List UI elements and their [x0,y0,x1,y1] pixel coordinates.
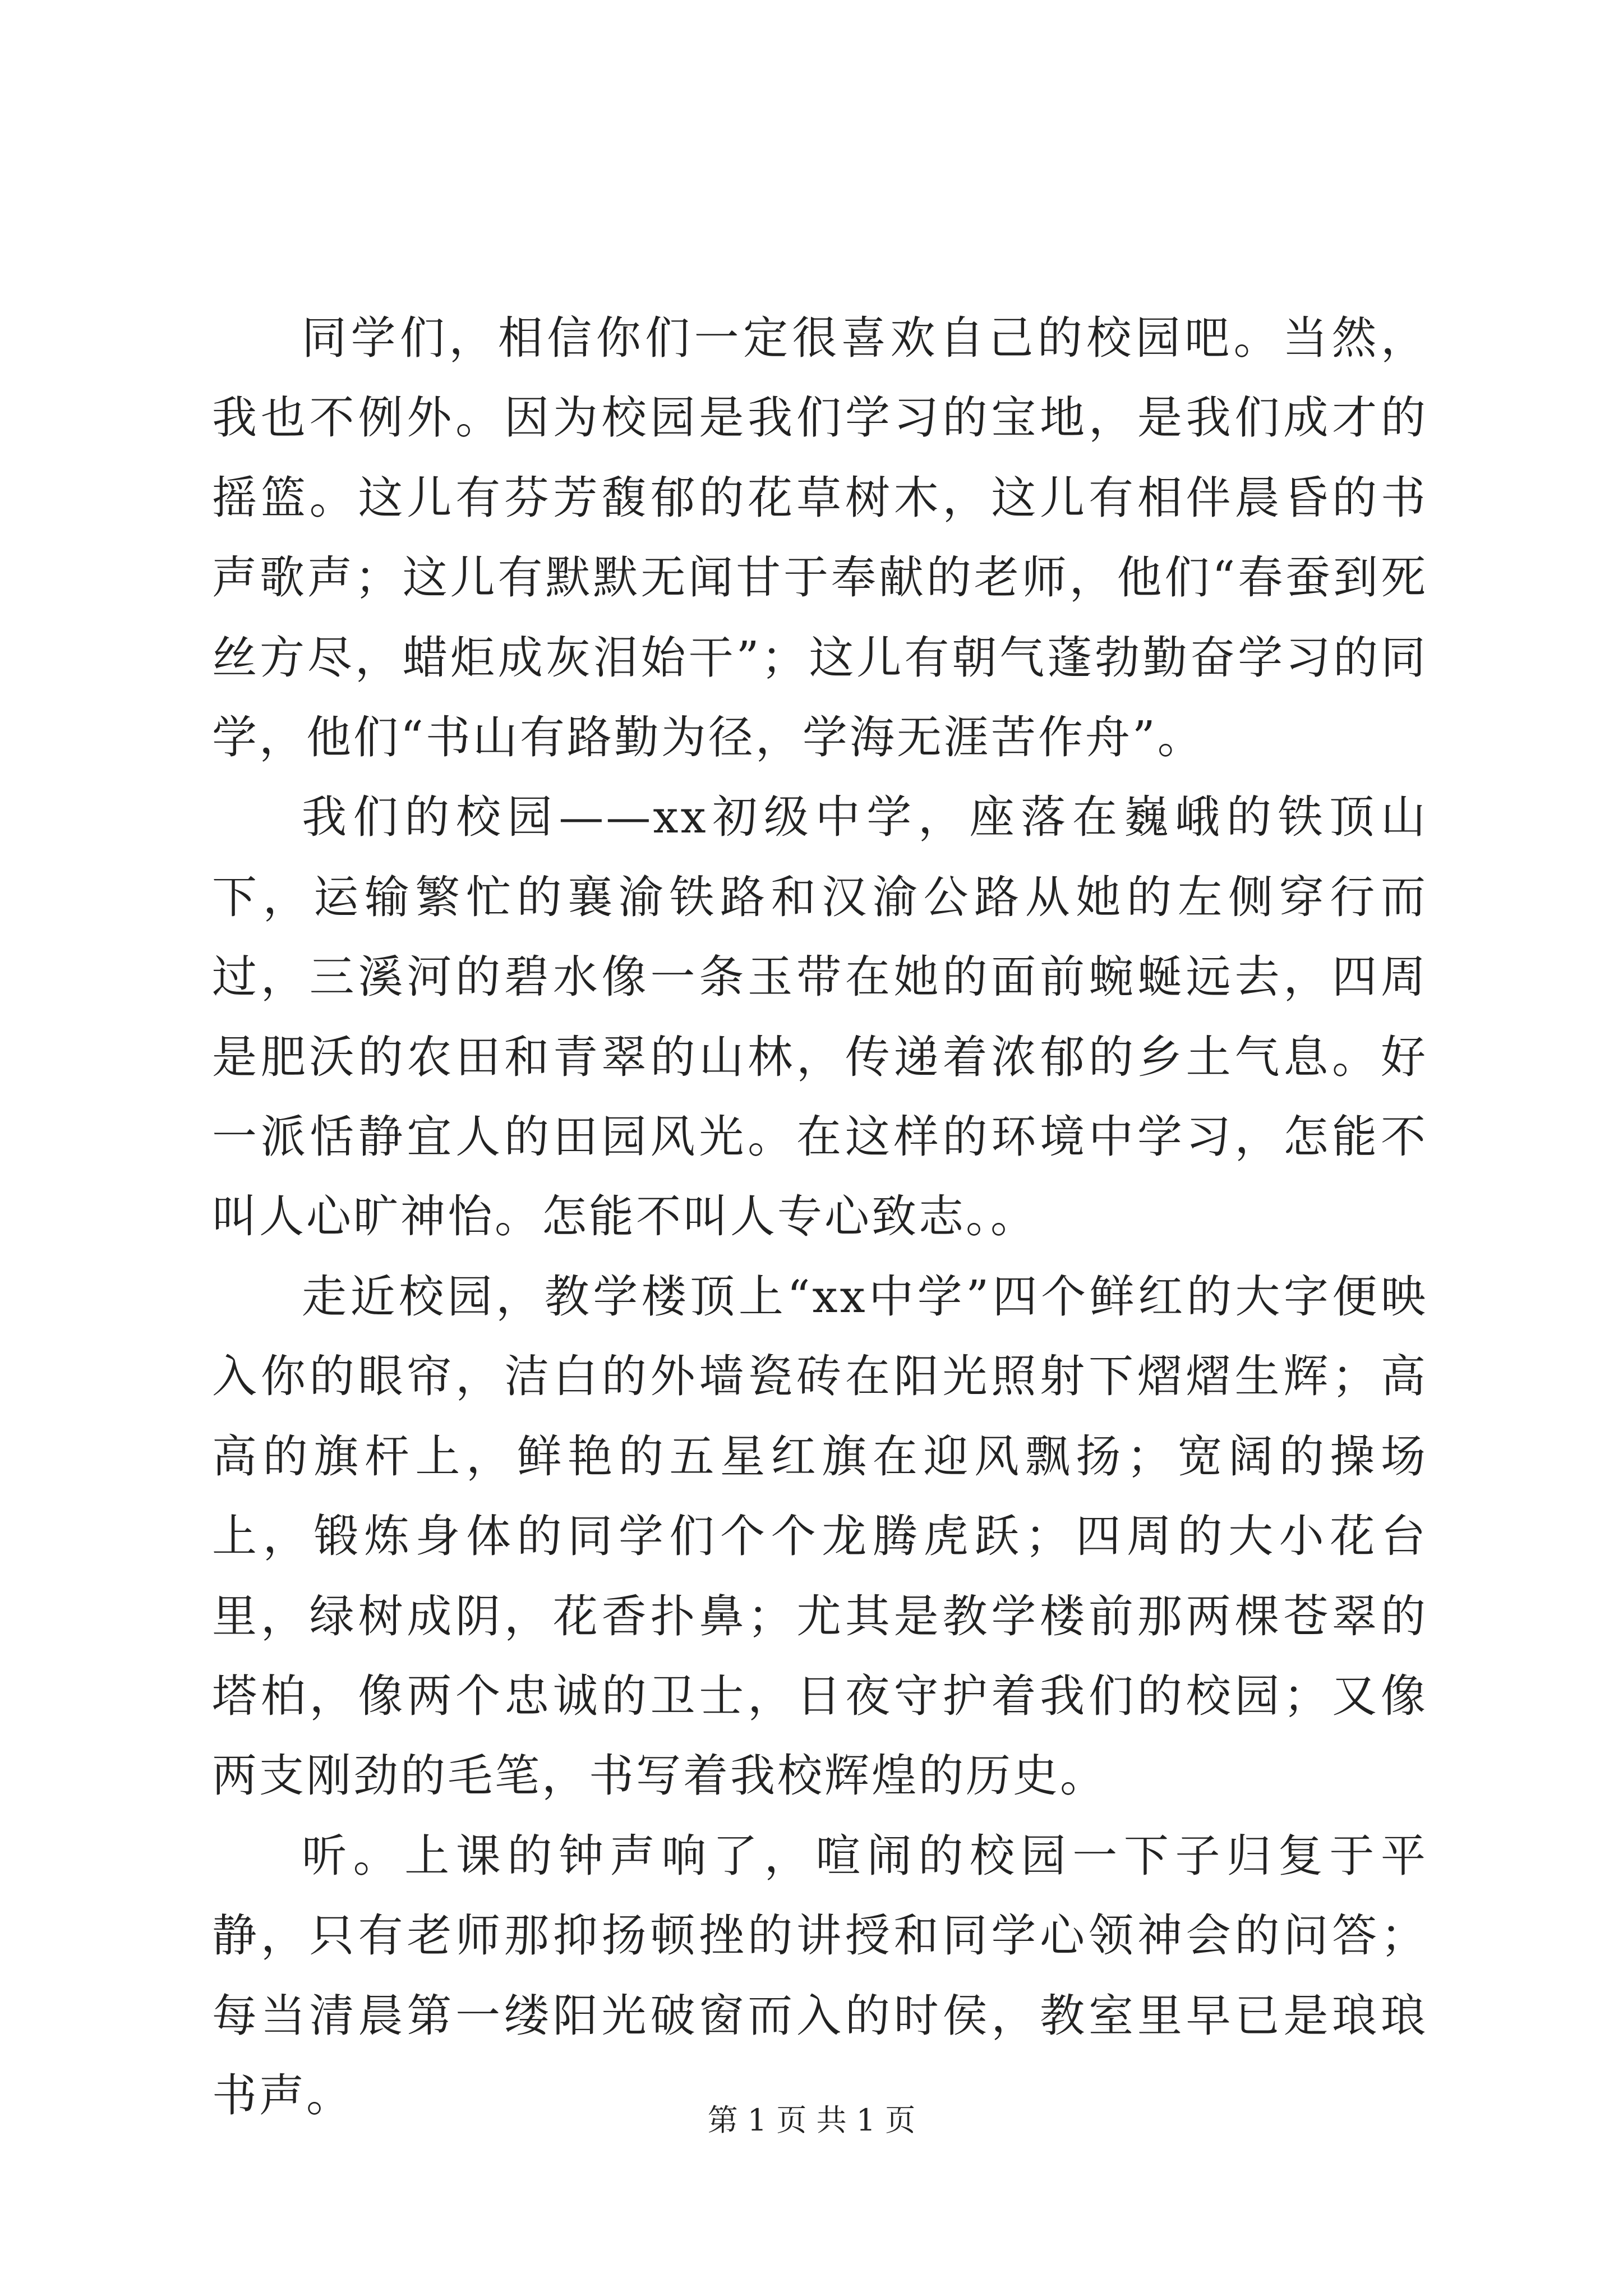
paragraph-1: 同学们，相信你们一定很喜欢自己的校园吧。当然，我也不例外。因为校园是我们学习的宝地，是我们成才的摇篮。这儿有芬芳馥郁的花草树木，这儿有相伴晨昏的书声歌声；这儿有默默无闻甘于奉献的老师，他们“春蚕到死丝方尽，蜡炬成灰泪始干”；这儿有朝气蓬勃勤奋学习的同学，他们“书山有路勤为径，学海无涯苦作舟”。 [212,312,1428,764]
paragraph-2: 我们的校园——xx初级中学，座落在巍峨的铁顶山下，运输繁忙的襄渝铁路和汉渝公路从她的左侧穿行而过，三溪河的碧水像一条玉带在她的面前蜿蜒远去，四周是肥沃的农田和青翠的山林，传递着浓郁的乡土气息。好一派恬静宜人的田园风光。在这样的环境中学习，怎能不叫人心旷神怡。怎能不叫人专心致志。。 [212,791,1428,1243]
paragraph-4: 听。上课的钟声响了，喧闹的校园一下子归复于平静，只有老师那抑扬顿挫的讲授和同学心领神会的问答；每当清晨第一缕阳光破窗而入的时侯，教室里早已是琅琅书声。 [212,1829,1428,2122]
paragraph-3: 走近校园，教学楼顶上“xx中学”四个鲜红的大字便映入你的眼帘，洁白的外墙瓷砖在阳光照射下熠熠生辉；高高的旗杆上，鲜艳的五星红旗在迎风飘扬；宽阔的操场上，锻炼身体的同学们个个龙腾虎跃；四周的大小花台里，绿树成阴，花香扑鼻；尤其是教学楼前那两棵苍翠的塔柏，像两个忠诚的卫士，日夜守护着我们的校园；又像两支刚劲的毛笔，书写着我校辉煌的历史。 [212,1270,1428,1802]
document-body [212,298,1428,2136]
page-footer: 第 1 页 共 1 页 [707,2102,916,2138]
